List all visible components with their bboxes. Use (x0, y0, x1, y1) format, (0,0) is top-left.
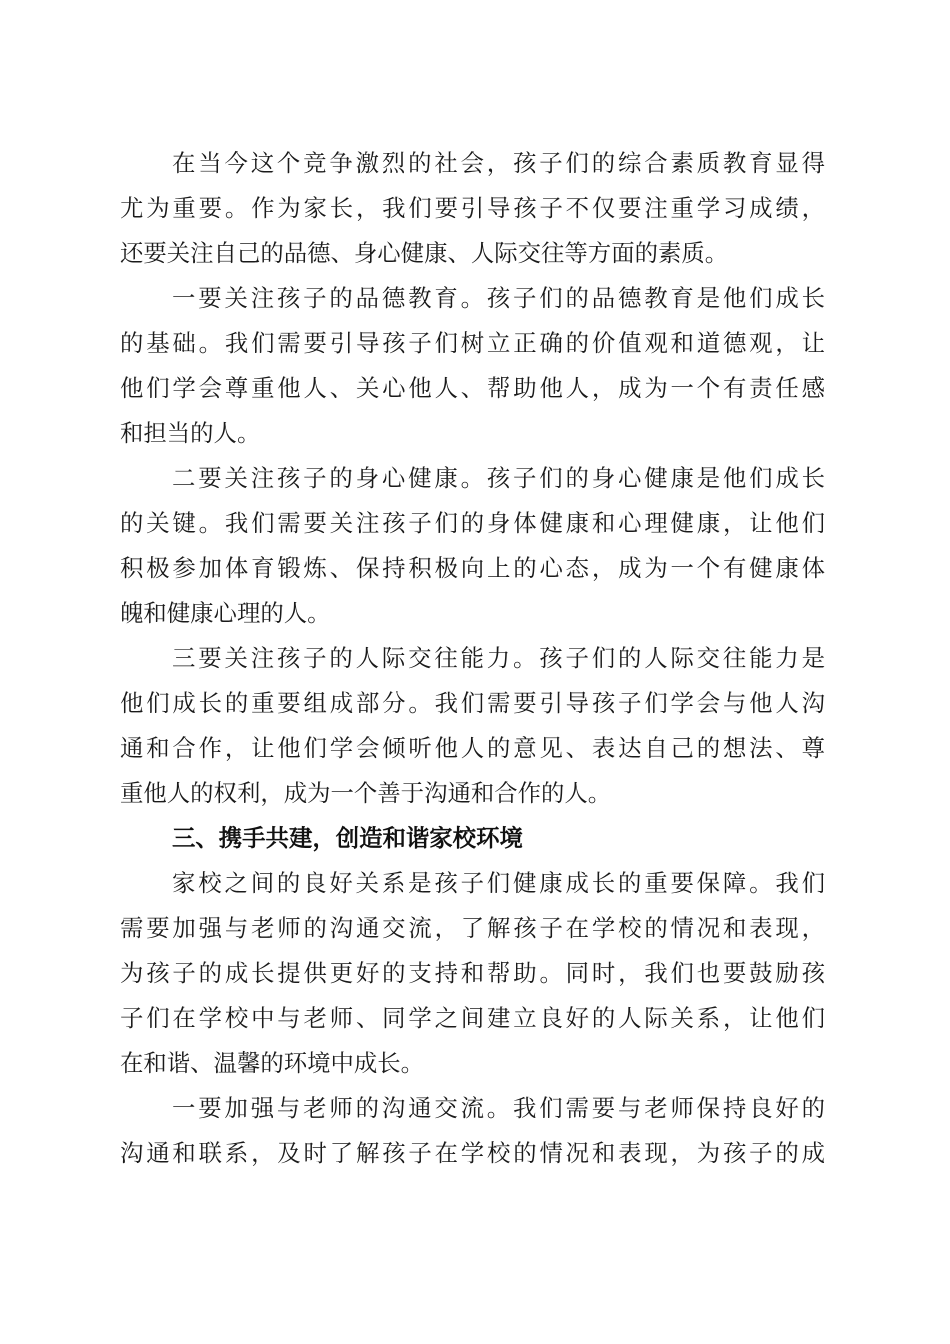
document-body (120, 141, 825, 1176)
paragraph-intro (120, 141, 825, 276)
text-line: 他们学会尊重他人、关心他人、帮助他人，成为一个有责任感 (120, 374, 825, 402)
text-line: 魄和健康心理的人。 (120, 599, 331, 627)
text-line: 积极参加体育锻炼、保持积极向上的心态，成为一个有健康体 (120, 554, 825, 582)
paragraph-teacher-communication (120, 1086, 825, 1176)
text-line: 在和谐、温馨的环境中成长。 (120, 1049, 425, 1077)
text-line: 沟通和联系，及时了解孩子在学校的情况和表现，为孩子的成 (120, 1139, 825, 1167)
text-line: 一要加强与老师的沟通交流。我们需要与老师保持良好的 (172, 1094, 825, 1122)
text-line: 子们在学校中与老师、同学之间建立良好的人际关系，让他们 (120, 1004, 825, 1032)
text-line: 的基础。我们需要引导孩子们树立正确的价值观和道德观，让 (120, 329, 825, 357)
text-line: 尤为重要。作为家长，我们要引导孩子不仅要注重学习成绩， (120, 194, 825, 222)
paragraph-social-skills (120, 636, 825, 816)
section-heading (120, 816, 825, 861)
text-line: 通和合作，让他们学会倾听他人的意见、表达自己的想法、尊 (120, 734, 825, 762)
text-line: 家校之间的良好关系是孩子们健康成长的重要保障。我们 (172, 869, 825, 897)
text-line: 的关键。我们需要关注孩子们的身体健康和心理健康，让他们 (120, 509, 825, 537)
section-heading-text: 三、携手共建，创造和谐家校环境 (172, 824, 523, 852)
text-line: 他们成长的重要组成部分。我们需要引导孩子们学会与他人沟 (120, 689, 825, 717)
text-line: 还要关注自己的品德、身心健康、人际交往等方面的素质。 (120, 239, 729, 267)
text-line: 一要关注孩子的品德教育。孩子们的品德教育是他们成长 (172, 284, 825, 312)
text-line: 重他人的权利，成为一个善于沟通和合作的人。 (120, 779, 612, 807)
text-line: 需要加强与老师的沟通交流，了解孩子在学校的情况和表现， (120, 914, 825, 942)
text-line: 和担当的人。 (120, 419, 261, 447)
text-line: 三要关注孩子的人际交往能力。孩子们的人际交往能力是 (172, 644, 825, 672)
paragraph-home-school (120, 861, 825, 1086)
text-line: 为孩子的成长提供更好的支持和帮助。同时，我们也要鼓励孩 (120, 959, 825, 987)
paragraph-health (120, 456, 825, 636)
text-line: 二要关注孩子的身心健康。孩子们的身心健康是他们成长 (172, 464, 825, 492)
paragraph-moral-education (120, 276, 825, 456)
text-line: 在当今这个竞争激烈的社会，孩子们的综合素质教育显得 (172, 149, 825, 177)
